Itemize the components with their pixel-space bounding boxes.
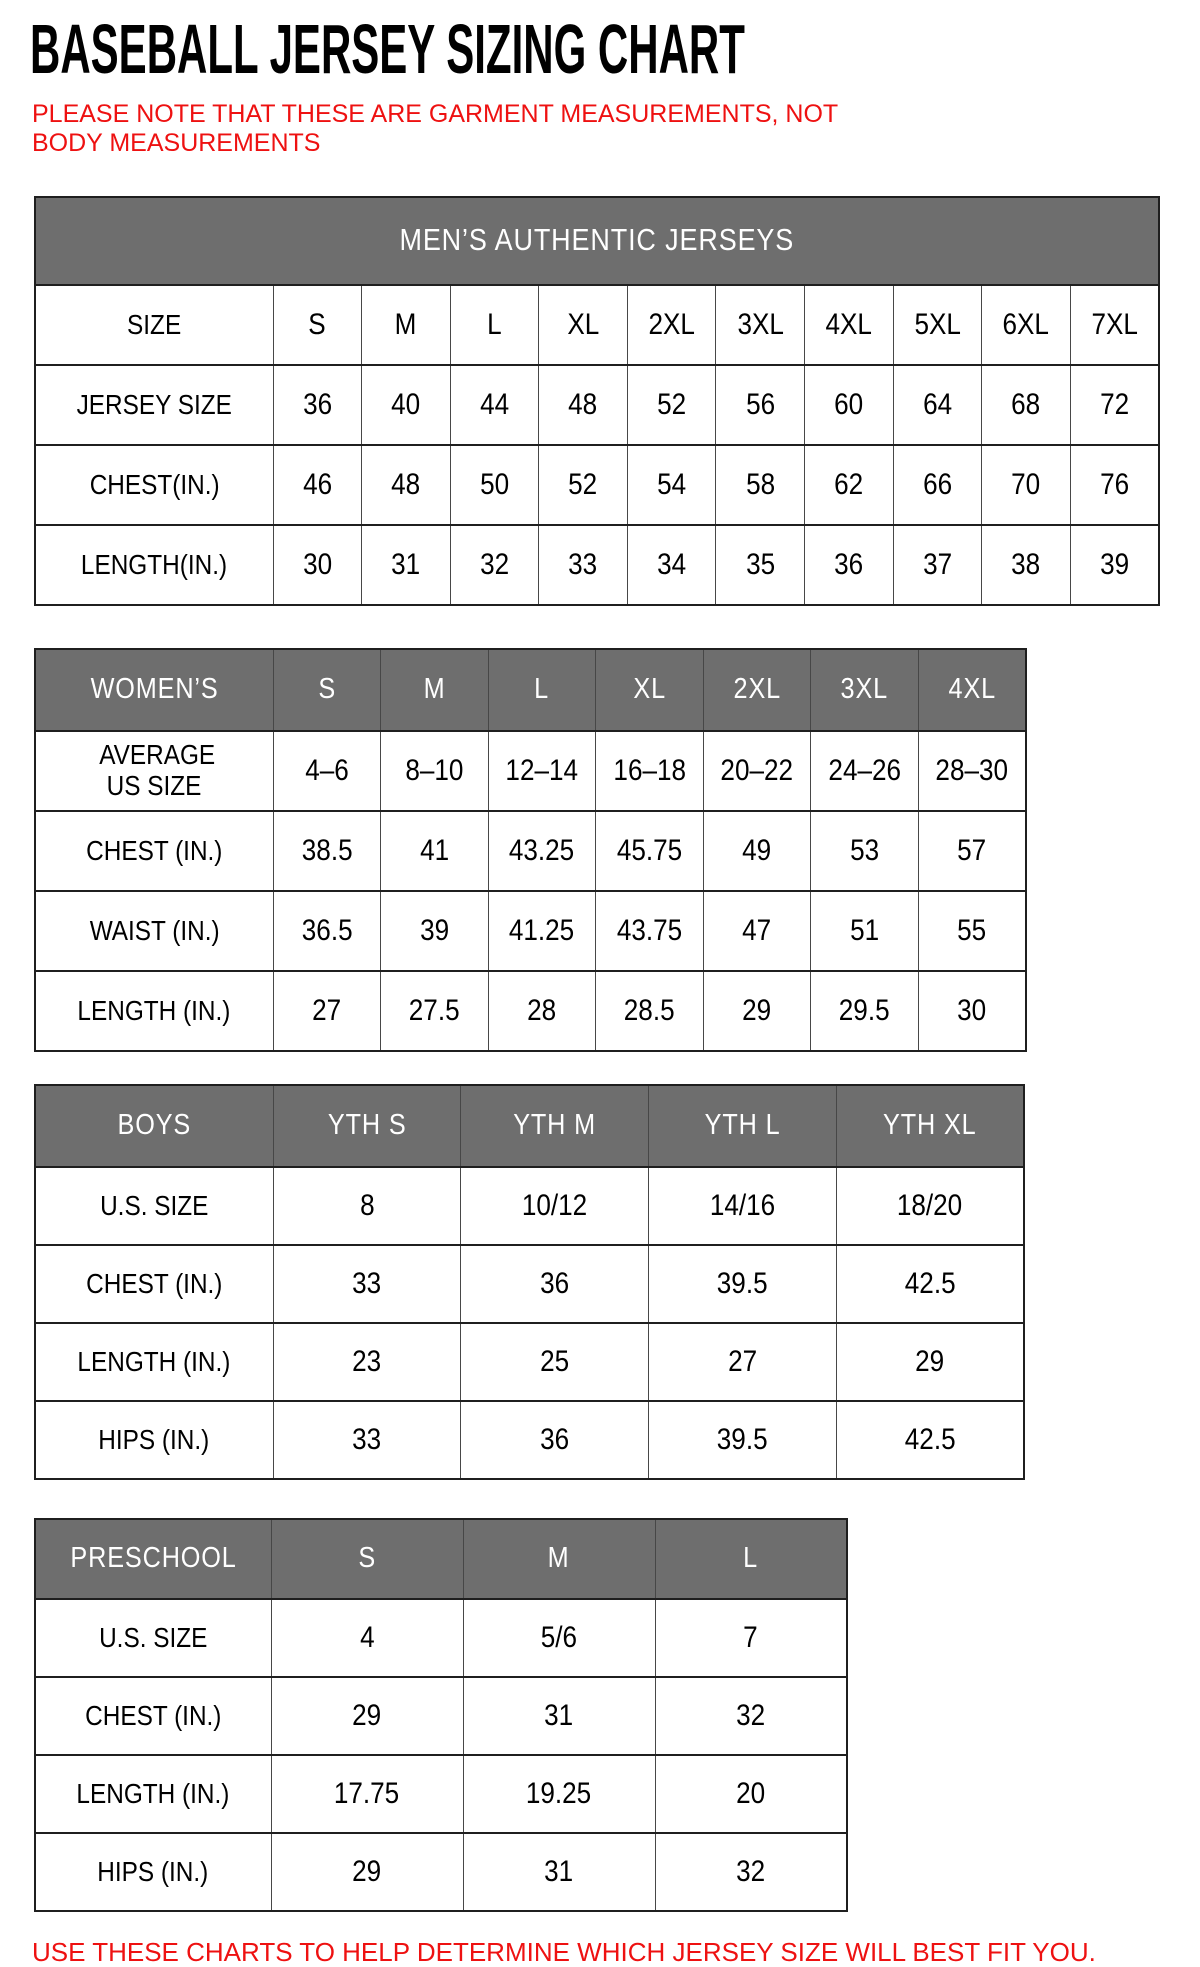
row-label: LENGTH(IN.) — [81, 548, 228, 580]
table-row — [35, 891, 1026, 971]
value-cell — [450, 365, 539, 445]
cell-value: 45.75 — [616, 833, 683, 867]
value-cell — [649, 1245, 837, 1323]
cell-value: 5XL — [914, 307, 961, 341]
column-header-label: L — [534, 673, 550, 705]
cell-value: 70 — [1011, 467, 1041, 501]
cell-value: 27 — [312, 993, 342, 1027]
value-cell — [811, 731, 919, 811]
table-corner-label: PRESCHOOL — [70, 1542, 237, 1574]
cell-value: 7XL — [1091, 307, 1138, 341]
cell-value: 38 — [1011, 547, 1041, 581]
value-cell — [463, 1599, 655, 1677]
value-cell — [836, 1323, 1024, 1401]
column-header-label: XL — [633, 673, 666, 705]
cell-value: 23 — [352, 1344, 382, 1378]
cell-value: 31 — [544, 1698, 574, 1732]
table-header-row — [35, 1519, 847, 1599]
row-label-cell — [35, 1833, 271, 1911]
table-row — [35, 1677, 847, 1755]
sizing-chart-page — [0, 10, 1200, 1967]
value-cell — [596, 731, 704, 811]
page-title-text: BASEBALL JERSEY SIZING CHART — [30, 10, 745, 88]
cell-value: 60 — [834, 387, 864, 421]
row-label: U.S. SIZE — [100, 1189, 209, 1221]
table-corner-label: BOYS — [117, 1109, 192, 1141]
value-cell — [461, 1167, 649, 1245]
row-label: CHEST(IN.) — [89, 468, 220, 500]
table-corner-cell — [35, 1519, 271, 1599]
table-header-row — [35, 649, 1026, 731]
table-row — [35, 365, 1159, 445]
table-row — [35, 1833, 847, 1911]
cell-value: 42.5 — [904, 1422, 956, 1456]
row-label-cell — [35, 1599, 271, 1677]
table-corner-cell — [35, 649, 273, 731]
value-cell — [918, 971, 1026, 1051]
cell-value: M — [395, 307, 417, 341]
value-cell — [655, 1677, 847, 1755]
value-cell — [655, 1755, 847, 1833]
value-cell — [805, 365, 894, 445]
value-cell — [463, 1677, 655, 1755]
table-row — [35, 1755, 847, 1833]
cell-value: 36 — [834, 547, 864, 581]
sizing-tables-container — [34, 196, 1200, 1912]
value-cell — [811, 971, 919, 1051]
column-header-label: 2XL — [733, 673, 781, 705]
value-cell — [362, 285, 451, 365]
cell-value: 36 — [540, 1266, 570, 1300]
row-label-cell — [35, 445, 273, 525]
value-cell — [836, 1401, 1024, 1479]
row-label: CHEST (IN.) — [85, 1699, 222, 1731]
cell-value: 30 — [957, 993, 987, 1027]
cell-value: 55 — [957, 913, 987, 947]
value-cell — [273, 1167, 461, 1245]
value-cell — [703, 731, 811, 811]
value-cell — [273, 445, 362, 525]
value-cell — [362, 365, 451, 445]
value-cell — [463, 1755, 655, 1833]
cell-value: 51 — [850, 913, 880, 947]
table-corner-cell — [35, 1085, 273, 1167]
column-header-cell — [655, 1519, 847, 1599]
cell-value: 27.5 — [408, 993, 460, 1027]
value-cell — [273, 1323, 461, 1401]
row-label-cell — [35, 731, 273, 811]
cell-value: 39.5 — [716, 1422, 768, 1456]
row-label: CHEST (IN.) — [86, 1267, 223, 1299]
cell-value: 62 — [834, 467, 864, 501]
cell-value: 64 — [922, 387, 952, 421]
cell-value: 52 — [568, 467, 598, 501]
value-cell — [362, 525, 451, 605]
cell-value: 29 — [742, 993, 772, 1027]
value-cell — [805, 285, 894, 365]
value-cell — [805, 525, 894, 605]
column-header-label: M — [423, 673, 446, 705]
cell-value: 44 — [479, 387, 510, 421]
column-header-cell — [273, 1085, 461, 1167]
table-row — [35, 445, 1159, 525]
value-cell — [596, 971, 704, 1051]
value-cell — [273, 891, 381, 971]
column-header-cell — [273, 649, 381, 731]
column-header-label: YTH S — [327, 1109, 407, 1141]
table-row — [35, 1323, 1024, 1401]
cell-value: 40 — [391, 387, 421, 421]
value-cell — [450, 445, 539, 525]
value-cell — [649, 1323, 837, 1401]
cell-value: 29 — [352, 1698, 382, 1732]
row-label: SIZE — [127, 308, 182, 340]
value-cell — [488, 891, 596, 971]
cell-value: 8 — [359, 1188, 375, 1222]
cell-value: 2XL — [648, 307, 695, 341]
value-cell — [1070, 445, 1159, 525]
value-cell — [273, 365, 362, 445]
cell-value: 54 — [657, 467, 687, 501]
row-label-cell — [35, 971, 273, 1051]
cell-value: XL — [567, 307, 600, 341]
value-cell — [273, 1245, 461, 1323]
value-cell — [1070, 285, 1159, 365]
value-cell — [381, 971, 489, 1051]
value-cell — [982, 365, 1071, 445]
cell-value: 53 — [850, 833, 880, 867]
row-label: LENGTH (IN.) — [76, 1777, 230, 1809]
column-header-label: YTH M — [513, 1109, 597, 1141]
cell-value: 56 — [745, 387, 775, 421]
cell-value: 29 — [915, 1344, 945, 1378]
table-row — [35, 971, 1026, 1051]
value-cell — [918, 731, 1026, 811]
cell-value: 48 — [568, 387, 598, 421]
table-banner-cell — [35, 197, 1159, 285]
row-label-cell — [35, 1245, 273, 1323]
cell-value: 36.5 — [301, 913, 353, 947]
womens-sizing-table — [34, 648, 1027, 1052]
value-cell — [836, 1245, 1024, 1323]
boys-sizing-table — [34, 1084, 1025, 1480]
value-cell — [627, 285, 716, 365]
cell-value: 36 — [302, 387, 332, 421]
value-cell — [655, 1833, 847, 1911]
cell-value: 48 — [391, 467, 421, 501]
value-cell — [273, 731, 381, 811]
value-cell — [450, 525, 539, 605]
footer-note: USE THESE CHARTS TO HELP DETERMINE WHICH JERSEY SIZE WILL BEST FIT YOU. — [32, 1936, 1096, 1967]
cell-value: 18/20 — [897, 1188, 963, 1222]
column-header-cell — [488, 649, 596, 731]
cell-value: 29.5 — [839, 993, 890, 1027]
value-cell — [655, 1599, 847, 1677]
cell-value: 41 — [419, 833, 449, 867]
table-row — [35, 285, 1159, 365]
column-header-label: L — [743, 1542, 759, 1574]
cell-value: 31 — [391, 547, 421, 581]
value-cell — [1070, 525, 1159, 605]
value-cell — [982, 285, 1071, 365]
cell-value: 72 — [1099, 387, 1129, 421]
table-corner-label: WOMEN’S — [90, 673, 219, 705]
cell-value: 28–30 — [935, 753, 1009, 787]
cell-value: 33 — [352, 1422, 382, 1456]
value-cell — [463, 1833, 655, 1911]
row-label: LENGTH (IN.) — [77, 1345, 231, 1377]
row-label-cell — [35, 1167, 273, 1245]
value-cell — [488, 971, 596, 1051]
cell-value: 30 — [302, 547, 332, 581]
column-header-label: YTH XL — [883, 1109, 977, 1141]
value-cell — [703, 811, 811, 891]
cell-value: 6XL — [1002, 307, 1050, 341]
row-label-cell — [35, 1755, 271, 1833]
table-banner-title: MEN’S AUTHENTIC JERSEYS — [399, 222, 795, 257]
value-cell — [627, 525, 716, 605]
value-cell — [918, 891, 1026, 971]
cell-value: 43.75 — [616, 913, 683, 947]
cell-value: L — [487, 307, 502, 341]
cell-value: 5/6 — [540, 1620, 578, 1654]
column-header-cell — [811, 649, 919, 731]
column-header-cell — [918, 649, 1026, 731]
table-row — [35, 811, 1026, 891]
value-cell — [461, 1401, 649, 1479]
value-cell — [273, 1401, 461, 1479]
cell-value: 34 — [657, 547, 687, 581]
cell-value: 39 — [419, 913, 449, 947]
cell-value: 4 — [359, 1620, 375, 1654]
value-cell — [271, 1833, 463, 1911]
value-cell — [716, 525, 805, 605]
value-cell — [461, 1323, 649, 1401]
cell-value: 38.5 — [301, 833, 353, 867]
row-label: HIPS (IN.) — [97, 1855, 209, 1887]
value-cell — [273, 811, 381, 891]
cell-value: 19.25 — [526, 1776, 592, 1810]
value-cell — [703, 891, 811, 971]
value-cell — [893, 365, 982, 445]
value-cell — [271, 1677, 463, 1755]
value-cell — [649, 1401, 837, 1479]
value-cell — [381, 731, 489, 811]
row-label: CHEST (IN.) — [86, 834, 223, 866]
row-label-cell — [35, 365, 273, 445]
value-cell — [703, 971, 811, 1051]
table-row — [35, 731, 1026, 811]
cell-value: 33 — [352, 1266, 382, 1300]
row-label: LENGTH (IN.) — [77, 994, 231, 1026]
cell-value: S — [308, 307, 326, 341]
value-cell — [805, 445, 894, 525]
garment-measurements-note: PLEASE NOTE THAT THESE ARE GARMENT MEASUREMENTS, NOT BODY MEASUREMENTS — [32, 100, 838, 157]
value-cell — [596, 811, 704, 891]
value-cell — [539, 365, 628, 445]
table-banner-row — [35, 197, 1159, 285]
value-cell — [539, 445, 628, 525]
cell-value: 24–26 — [828, 753, 901, 787]
column-header-cell — [271, 1519, 463, 1599]
page-title — [30, 10, 1200, 88]
row-label-cell — [35, 285, 273, 365]
cell-value: 29 — [352, 1854, 382, 1888]
value-cell — [649, 1167, 837, 1245]
row-label: AVERAGE US SIZE — [99, 738, 216, 802]
table-row — [35, 525, 1159, 605]
value-cell — [539, 525, 628, 605]
cell-value: 39.5 — [716, 1266, 768, 1300]
value-cell — [836, 1167, 1024, 1245]
column-header-cell — [649, 1085, 837, 1167]
cell-value: 10/12 — [521, 1188, 588, 1222]
column-header-label: 3XL — [840, 673, 889, 705]
column-header-cell — [463, 1519, 655, 1599]
value-cell — [893, 445, 982, 525]
preschool-sizing-table — [34, 1518, 848, 1912]
row-label: HIPS (IN.) — [98, 1423, 210, 1455]
value-cell — [488, 811, 596, 891]
value-cell — [271, 1755, 463, 1833]
cell-value: 14/16 — [709, 1188, 776, 1222]
value-cell — [982, 525, 1071, 605]
value-cell — [273, 525, 362, 605]
cell-value: 28.5 — [624, 993, 675, 1027]
value-cell — [716, 445, 805, 525]
cell-value: 20–22 — [720, 753, 794, 787]
cell-value: 68 — [1011, 387, 1041, 421]
mens-sizing-table — [34, 196, 1160, 606]
value-cell — [539, 285, 628, 365]
value-cell — [627, 365, 716, 445]
value-cell — [362, 445, 451, 525]
cell-value: 43.25 — [509, 833, 575, 867]
value-cell — [716, 285, 805, 365]
cell-value: 32 — [736, 1698, 766, 1732]
cell-value: 37 — [922, 547, 952, 581]
cell-value: 46 — [302, 467, 332, 501]
cell-value: 16–18 — [613, 753, 686, 787]
value-cell — [271, 1599, 463, 1677]
value-cell — [918, 811, 1026, 891]
table-row — [35, 1401, 1024, 1479]
cell-value: 32 — [479, 547, 510, 581]
row-label-cell — [35, 1677, 271, 1755]
column-header-label: 4XL — [948, 673, 996, 705]
value-cell — [893, 285, 982, 365]
cell-value: 17.75 — [334, 1776, 400, 1810]
cell-value: 58 — [745, 467, 775, 501]
value-cell — [273, 971, 381, 1051]
cell-value: 41.25 — [509, 913, 575, 947]
cell-value: 57 — [957, 833, 987, 867]
value-cell — [893, 525, 982, 605]
value-cell — [982, 445, 1071, 525]
value-cell — [450, 285, 539, 365]
table-header-row — [35, 1085, 1024, 1167]
cell-value: 25 — [540, 1344, 570, 1378]
column-header-cell — [461, 1085, 649, 1167]
cell-value: 31 — [544, 1854, 574, 1888]
cell-value: 27 — [727, 1344, 757, 1378]
cell-value: 8–10 — [405, 753, 464, 787]
row-label: JERSEY SIZE — [76, 388, 232, 420]
value-cell — [273, 285, 362, 365]
value-cell — [811, 891, 919, 971]
value-cell — [716, 365, 805, 445]
cell-value: 20 — [736, 1776, 766, 1810]
column-header-label: M — [548, 1542, 570, 1574]
column-header-cell — [596, 649, 704, 731]
column-header-cell — [836, 1085, 1024, 1167]
cell-value: 4–6 — [305, 753, 349, 787]
value-cell — [1070, 365, 1159, 445]
cell-value: 52 — [657, 387, 687, 421]
value-cell — [627, 445, 716, 525]
cell-value: 33 — [568, 547, 598, 581]
row-label-cell — [35, 891, 273, 971]
column-header-cell — [381, 649, 489, 731]
row-label-cell — [35, 1401, 273, 1479]
table-row — [35, 1167, 1024, 1245]
value-cell — [381, 891, 489, 971]
cell-value: 28 — [527, 993, 557, 1027]
table-row — [35, 1599, 847, 1677]
cell-value: 50 — [479, 467, 510, 501]
column-header-label: S — [317, 673, 336, 705]
cell-value: 4XL — [825, 307, 873, 341]
cell-value: 12–14 — [505, 753, 579, 787]
row-label: U.S. SIZE — [99, 1621, 208, 1653]
cell-value: 66 — [922, 467, 952, 501]
column-header-cell — [703, 649, 811, 731]
cell-value: 76 — [1099, 467, 1129, 501]
cell-value: 3XL — [737, 307, 784, 341]
value-cell — [488, 731, 596, 811]
cell-value: 47 — [742, 913, 772, 947]
row-label-cell — [35, 1323, 273, 1401]
cell-value: 7 — [743, 1620, 759, 1654]
table-row — [35, 1245, 1024, 1323]
value-cell — [381, 811, 489, 891]
cell-value: 42.5 — [904, 1266, 956, 1300]
column-header-label: YTH L — [704, 1109, 781, 1141]
row-label-cell — [35, 811, 273, 891]
column-header-label: S — [358, 1542, 376, 1574]
row-label: WAIST (IN.) — [89, 914, 220, 946]
cell-value: 32 — [736, 1854, 766, 1888]
cell-value: 35 — [745, 547, 775, 581]
cell-value: 49 — [742, 833, 772, 867]
value-cell — [596, 891, 704, 971]
value-cell — [461, 1245, 649, 1323]
row-label-cell — [35, 525, 273, 605]
cell-value: 36 — [540, 1422, 570, 1456]
cell-value: 39 — [1099, 547, 1129, 581]
value-cell — [811, 811, 919, 891]
